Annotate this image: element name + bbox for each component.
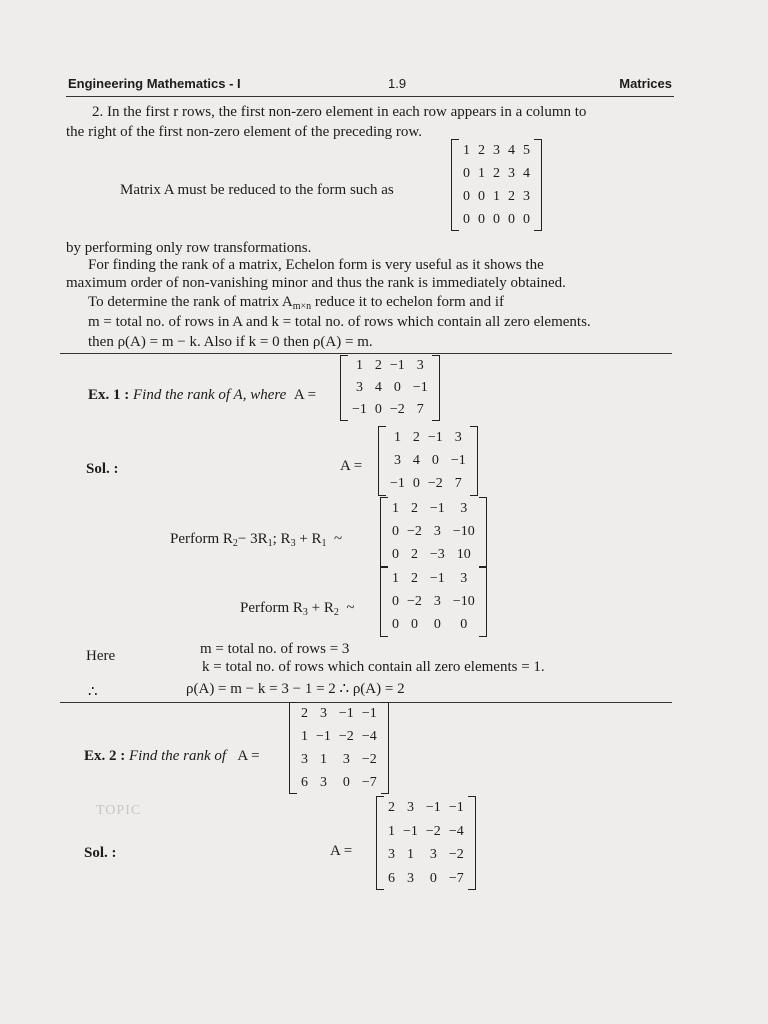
matrix-entry: −3 xyxy=(429,547,445,562)
matrix-row xyxy=(386,472,470,495)
matrix-row xyxy=(459,139,534,162)
matrix-table xyxy=(297,702,381,794)
matrix-entry: 6 xyxy=(388,870,395,886)
matrix-entry: 0 xyxy=(393,380,401,395)
example-1-solution-label: Sol. : xyxy=(86,461,119,477)
matrix-entry: 3 xyxy=(460,571,468,586)
header-book-title: Engineering Mathematics - I xyxy=(68,76,241,91)
matrix-entry: −1 xyxy=(403,823,418,839)
reduce-form-label: Matrix A must be reduced to the form such as xyxy=(120,182,394,198)
matrix-table xyxy=(348,355,432,421)
matrix-entry: 1 xyxy=(392,501,399,516)
example-1-solution-matrix xyxy=(378,426,478,496)
matrix-entry: −2 xyxy=(407,594,422,609)
right-bracket xyxy=(479,497,487,567)
matrix-entry: 2 xyxy=(374,358,382,373)
matrix-entry: 2 xyxy=(388,800,395,815)
matrix-entry: 1 xyxy=(406,847,414,862)
matrix-entry: −10 xyxy=(452,524,475,539)
header-page-number: 1.9 xyxy=(388,76,407,91)
matrix-entry: −2 xyxy=(427,476,443,491)
matrix-entry: 2 xyxy=(478,143,485,158)
matrix-entry: 1 xyxy=(301,729,308,744)
rank-rule-line: then ρ(A) = m − k. Also if k = 0 then ρ(A) = m. xyxy=(88,334,373,350)
matrix-entry: −2 xyxy=(361,752,377,767)
example-1-step-1-matrix xyxy=(380,497,487,567)
matrix-entry: 1 xyxy=(463,143,470,158)
matrix-row xyxy=(384,796,468,820)
determine-rank-line: To determine the rank of matrix $A_{m\times n}$ reduce it to echelon form and if xyxy=(88,294,504,312)
matrix-entry: 0 xyxy=(463,212,470,227)
matrix-entry: −2 xyxy=(425,823,441,839)
matrix-entry: 3 xyxy=(393,453,401,468)
example-2-heading: Ex. 2 : Find the rank of A = xyxy=(84,748,260,764)
here-label: Here xyxy=(86,648,116,664)
matrix-entry: 2 xyxy=(412,430,420,445)
matrix-entry: −1 xyxy=(316,729,331,744)
matrix-entry: 1 xyxy=(392,571,399,586)
matrix-entry: −1 xyxy=(361,706,377,721)
perform-step-2: Perform $R_3 + R_2$ ~ xyxy=(240,600,355,618)
matrix-entry: 0 xyxy=(392,594,399,609)
matrix-row xyxy=(388,567,479,590)
matrix-entry: 0 xyxy=(478,189,485,204)
matrix-table xyxy=(388,497,479,566)
matrix-row xyxy=(297,748,381,771)
example-1-matrix-a xyxy=(340,355,440,421)
matrix-entry: 3 xyxy=(460,501,468,516)
left-bracket xyxy=(376,796,384,890)
left-bracket xyxy=(340,355,348,421)
left-bracket xyxy=(289,702,297,794)
right-bracket xyxy=(468,796,476,890)
right-bracket xyxy=(534,139,542,231)
matrix-entry: 4 xyxy=(374,380,382,395)
matrix-entry: −4 xyxy=(448,823,464,839)
matrix-row xyxy=(297,771,381,794)
matrix-row xyxy=(388,520,479,543)
matrix-entry: 3 xyxy=(433,524,441,539)
matrix-entry: 0 xyxy=(478,212,485,227)
matrix-row xyxy=(297,702,381,725)
example-2-a-equals: A = xyxy=(330,843,353,859)
left-bracket xyxy=(378,426,386,496)
example-1-step-2-matrix xyxy=(380,567,487,637)
matrix-entry: 3 xyxy=(433,594,441,609)
left-bracket xyxy=(380,497,388,567)
right-bracket xyxy=(479,567,487,637)
matrix-row xyxy=(388,590,479,613)
matrix-entry: −1 xyxy=(389,358,405,373)
matrix-entry: 2 xyxy=(410,571,418,586)
matrix-entry: 3 xyxy=(523,189,530,204)
matrix-table xyxy=(386,426,470,495)
matrix-entry: 5 xyxy=(523,143,530,158)
header-rule xyxy=(66,96,674,97)
matrix-entry: −1 xyxy=(429,501,445,516)
example-1-heading: Ex. 1 : Find the rank of A, where A = xyxy=(88,387,317,403)
perform-step-1: Perform $R_2- 3R_1$; $R_3 + R_1$ ~ xyxy=(170,531,343,549)
matrix-row xyxy=(388,497,479,520)
left-bracket xyxy=(380,567,388,637)
matrix-entry: 3 xyxy=(388,847,395,862)
matrix-entry: 2 xyxy=(410,547,418,562)
matrix-entry: 0 xyxy=(392,524,399,539)
matrix-entry: 4 xyxy=(523,166,530,181)
matrix-entry: −1 xyxy=(429,571,445,586)
matrix-row xyxy=(384,820,468,844)
matrix-entry: 3 xyxy=(319,706,327,721)
matrix-row xyxy=(386,426,470,449)
m-equation: m = total no. of rows = 3 xyxy=(200,641,350,657)
matrix-entry: 7 xyxy=(416,402,424,417)
echelon-form-matrix xyxy=(451,139,542,231)
matrix-entry: −2 xyxy=(448,847,464,862)
matrix-entry: 1 xyxy=(355,358,363,373)
matrix-entry: −1 xyxy=(338,706,354,721)
matrix-entry: 1 xyxy=(388,823,395,839)
matrix-entry: 3 xyxy=(406,870,414,886)
right-bracket xyxy=(432,355,440,421)
matrix-entry: 3 xyxy=(406,800,414,815)
matrix-entry: −2 xyxy=(407,524,422,539)
right-bracket xyxy=(381,702,389,794)
matrix-entry: 1 xyxy=(493,189,500,204)
matrix-entry: −7 xyxy=(448,870,464,886)
matrix-row xyxy=(459,185,534,208)
example-2-solution-label: Sol. : xyxy=(84,845,117,861)
therefore-symbol: ∴ xyxy=(88,684,98,700)
matrix-entry: 0 xyxy=(431,453,439,468)
matrix-entry: −10 xyxy=(452,594,475,609)
matrix-entry: 4 xyxy=(412,453,420,468)
section-rule-1 xyxy=(60,353,672,354)
matrix-row xyxy=(388,613,479,636)
paragraph-2-line-2: the right of the first non-zero element of the preceding row. xyxy=(66,124,422,140)
matrix-entry: 0 xyxy=(392,617,399,632)
matrix-entry: −1 xyxy=(390,476,405,491)
matrix-table xyxy=(388,567,479,636)
matrix-entry: 0 xyxy=(342,775,350,790)
matrix-row xyxy=(386,449,470,472)
faint-stamp: TOPIC xyxy=(96,803,142,818)
matrix-entry: 0 xyxy=(493,212,500,227)
left-bracket xyxy=(451,139,459,231)
matrix-entry: 2 xyxy=(301,706,308,721)
k-equation: k = total no. of rows which contain all zero elements = 1. xyxy=(202,659,545,675)
matrix-entry: −1 xyxy=(448,800,464,815)
rank-result: ρ(A) = m − k = 3 − 1 = 2 ∴ ρ(A) = 2 xyxy=(186,681,405,697)
matrix-entry: −1 xyxy=(427,430,443,445)
echelon-paragraph-line-1: For finding the rank of a matrix, Echelon form is very useful as it shows the xyxy=(88,257,544,273)
matrix-entry: 3 xyxy=(355,380,363,395)
example-2-matrix-a xyxy=(289,702,389,794)
matrix-entry: 3 xyxy=(416,358,424,373)
matrix-entry: −2 xyxy=(389,402,405,417)
matrix-entry: 0 xyxy=(460,617,468,632)
matrix-entry: 0 xyxy=(508,212,515,227)
matrix-entry: 10 xyxy=(456,547,471,562)
matrix-entry: −1 xyxy=(352,402,367,417)
echelon-paragraph-line-2: maximum order of non-vanishing minor and thus the rank is immediately obtained. xyxy=(66,275,566,291)
matrix-row xyxy=(348,355,432,377)
matrix-entry: 0 xyxy=(463,189,470,204)
example-2-solution-matrix xyxy=(376,796,476,890)
matrix-entry: 0 xyxy=(410,617,418,632)
matrix-entry: 3 xyxy=(342,752,350,767)
matrix-entry: −1 xyxy=(450,453,466,468)
matrix-entry: 3 xyxy=(493,143,500,158)
matrix-entry: 2 xyxy=(493,166,500,181)
matrix-entry: 0 xyxy=(392,547,399,562)
matrix-entry: 0 xyxy=(463,166,470,181)
matrix-entry: 2 xyxy=(410,501,418,516)
matrix-row xyxy=(459,208,534,231)
matrix-row xyxy=(348,377,432,399)
matrix-entry: 1 xyxy=(478,166,485,181)
example-1-a-equals: A = xyxy=(340,458,363,474)
matrix-entry: −7 xyxy=(361,775,377,790)
matrix-row xyxy=(384,843,468,867)
matrix-entry: 1 xyxy=(393,430,401,445)
matrix-row xyxy=(459,162,534,185)
matrix-entry: 3 xyxy=(319,775,327,790)
matrix-row xyxy=(348,399,432,421)
matrix-entry: 3 xyxy=(429,847,437,862)
matrix-entry: 0 xyxy=(412,476,420,491)
matrix-entry: 6 xyxy=(301,775,308,790)
matrix-table xyxy=(459,139,534,231)
matrix-entry: 0 xyxy=(374,402,382,417)
m-k-definition: m = total no. of rows in A and k = total no. of rows which contain all zero elements. xyxy=(88,314,591,330)
matrix-entry: 7 xyxy=(454,476,462,491)
matrix-entry: −2 xyxy=(338,729,354,744)
matrix-row xyxy=(388,543,479,566)
matrix-row xyxy=(297,725,381,748)
matrix-entry: 2 xyxy=(508,189,515,204)
row-transform-text: by performing only row transformations. xyxy=(66,240,312,256)
matrix-table xyxy=(384,796,468,890)
matrix-entry: 0 xyxy=(523,212,530,227)
matrix-entry: 3 xyxy=(508,166,515,181)
matrix-entry: 4 xyxy=(508,143,515,158)
matrix-entry: 0 xyxy=(429,870,437,886)
matrix-entry: −1 xyxy=(412,380,428,395)
matrix-entry: −1 xyxy=(425,800,441,815)
header-chapter: Matrices xyxy=(619,76,672,91)
matrix-row xyxy=(384,867,468,891)
paragraph-2-line-1: 2. In the first r rows, the first non-zero element in each row appears in a column to xyxy=(92,104,587,120)
matrix-entry: 3 xyxy=(454,430,462,445)
matrix-entry: −4 xyxy=(361,729,377,744)
matrix-entry: 0 xyxy=(433,617,441,632)
matrix-entry: 1 xyxy=(319,752,327,767)
matrix-entry: 3 xyxy=(301,752,308,767)
right-bracket xyxy=(470,426,478,496)
